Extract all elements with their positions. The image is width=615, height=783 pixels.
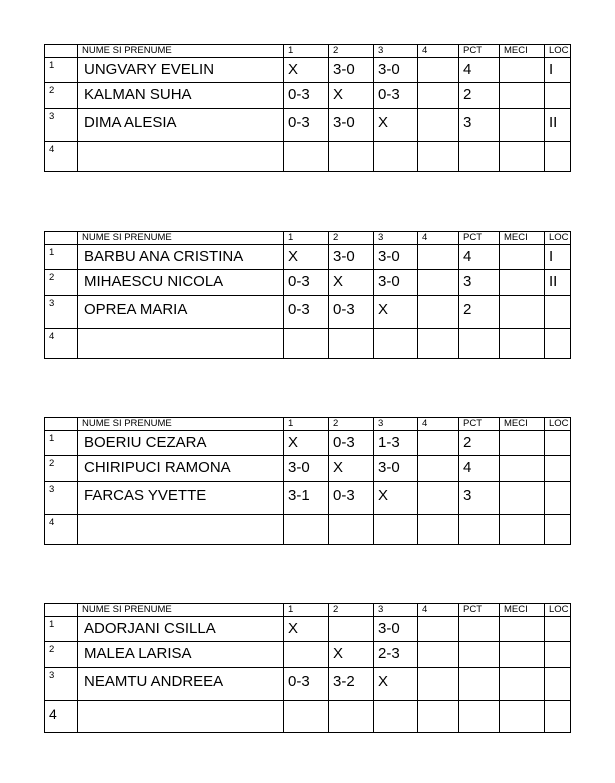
match-3-cell: 3-0 <box>374 617 418 642</box>
match-1-cell: 3-1 <box>284 482 329 515</box>
header-2: 2 <box>329 418 374 431</box>
loc-cell <box>545 642 571 668</box>
meci-cell <box>500 668 545 701</box>
header-4: 4 <box>418 604 459 617</box>
table-row <box>45 270 571 296</box>
header-loc: LOC <box>545 232 571 245</box>
row-index: 3 <box>45 109 78 142</box>
match-3-cell <box>374 701 418 733</box>
match-2-cell: 3-2 <box>329 668 374 701</box>
points-cell: 4 <box>459 245 500 270</box>
match-1-cell: X <box>284 58 329 83</box>
match-4-cell <box>418 270 459 296</box>
match-3-cell: 2-3 <box>374 642 418 668</box>
table-row <box>45 515 571 545</box>
name-cell: DIMA ALESIA <box>78 109 284 142</box>
header-4: 4 <box>418 418 459 431</box>
match-4-cell <box>418 668 459 701</box>
name-cell: MALEA LARISA <box>78 642 284 668</box>
header-4: 4 <box>418 232 459 245</box>
table-row <box>45 245 571 270</box>
match-1-cell: X <box>284 245 329 270</box>
header-index <box>45 45 78 58</box>
meci-cell <box>500 296 545 329</box>
row-index: 1 <box>45 245 78 270</box>
name-cell: OPREA MARIA <box>78 296 284 329</box>
match-3-cell <box>374 515 418 545</box>
header-3: 3 <box>374 604 418 617</box>
match-2-cell: 0-3 <box>329 482 374 515</box>
name-cell: ADORJANI CSILLA <box>78 617 284 642</box>
row-index: 4 <box>45 515 78 545</box>
name-cell: NEAMTU ANDREEA <box>78 668 284 701</box>
name-cell: BARBU ANA CRISTINA <box>78 245 284 270</box>
match-4-cell <box>418 431 459 456</box>
match-3-cell <box>374 329 418 359</box>
loc-cell <box>545 617 571 642</box>
match-4-cell <box>418 329 459 359</box>
header-loc: LOC <box>545 45 571 58</box>
match-2-cell: 3-0 <box>329 245 374 270</box>
loc-cell <box>545 142 571 172</box>
header-name: NUME SI PRENUME <box>78 604 284 617</box>
header-pct: PCT <box>459 45 500 58</box>
table-header-row <box>45 232 571 245</box>
table-row <box>45 456 571 482</box>
table-header-row <box>45 418 571 431</box>
meci-cell <box>500 617 545 642</box>
match-2-cell <box>329 701 374 733</box>
match-1-cell: X <box>284 617 329 642</box>
meci-cell <box>500 701 545 733</box>
table-row <box>45 329 571 359</box>
meci-cell <box>500 329 545 359</box>
meci-cell <box>500 109 545 142</box>
row-index: 4 <box>45 701 78 733</box>
match-1-cell <box>284 701 329 733</box>
name-cell <box>78 701 284 733</box>
match-1-cell: 0-3 <box>284 109 329 142</box>
name-cell: KALMAN SUHA <box>78 83 284 109</box>
points-cell <box>459 515 500 545</box>
table-row <box>45 617 571 642</box>
meci-cell <box>500 270 545 296</box>
match-3-cell: X <box>374 296 418 329</box>
table-row <box>45 482 571 515</box>
row-index: 3 <box>45 668 78 701</box>
header-3: 3 <box>374 232 418 245</box>
points-cell <box>459 642 500 668</box>
header-name: NUME SI PRENUME <box>78 232 284 245</box>
points-cell: 4 <box>459 58 500 83</box>
table-row <box>45 109 571 142</box>
group-table-1 <box>44 44 571 172</box>
match-4-cell <box>418 515 459 545</box>
table-row <box>45 142 571 172</box>
points-cell <box>459 701 500 733</box>
match-2-cell <box>329 515 374 545</box>
header-loc: LOC <box>545 418 571 431</box>
header-1: 1 <box>284 418 329 431</box>
header-name: NUME SI PRENUME <box>78 45 284 58</box>
points-cell <box>459 142 500 172</box>
loc-cell <box>545 329 571 359</box>
match-4-cell <box>418 142 459 172</box>
points-cell: 2 <box>459 83 500 109</box>
row-index: 2 <box>45 456 78 482</box>
match-3-cell: 3-0 <box>374 58 418 83</box>
loc-cell <box>545 668 571 701</box>
table-header-row <box>45 45 571 58</box>
points-cell: 4 <box>459 456 500 482</box>
header-meci: MECI <box>500 45 545 58</box>
name-cell: MIHAESCU NICOLA <box>78 270 284 296</box>
table-row <box>45 58 571 83</box>
group-table-4 <box>44 603 571 733</box>
match-1-cell <box>284 329 329 359</box>
name-cell <box>78 515 284 545</box>
name-cell <box>78 329 284 359</box>
header-pct: PCT <box>459 604 500 617</box>
points-cell: 2 <box>459 431 500 456</box>
match-3-cell: 3-0 <box>374 245 418 270</box>
name-cell: CHIRIPUCI RAMONA <box>78 456 284 482</box>
header-2: 2 <box>329 45 374 58</box>
match-2-cell <box>329 329 374 359</box>
match-3-cell: 1-3 <box>374 431 418 456</box>
header-4: 4 <box>418 45 459 58</box>
row-index: 2 <box>45 83 78 109</box>
row-index: 3 <box>45 296 78 329</box>
match-4-cell <box>418 296 459 329</box>
match-2-cell <box>329 142 374 172</box>
match-4-cell <box>418 701 459 733</box>
match-1-cell: 0-3 <box>284 296 329 329</box>
match-2-cell: X <box>329 456 374 482</box>
match-4-cell <box>418 456 459 482</box>
match-2-cell: X <box>329 270 374 296</box>
match-1-cell: 0-3 <box>284 270 329 296</box>
header-meci: MECI <box>500 232 545 245</box>
table-row <box>45 296 571 329</box>
meci-cell <box>500 456 545 482</box>
header-1: 1 <box>284 604 329 617</box>
row-index: 3 <box>45 482 78 515</box>
name-cell: UNGVARY EVELIN <box>78 58 284 83</box>
loc-cell <box>545 456 571 482</box>
row-index: 4 <box>45 142 78 172</box>
match-1-cell <box>284 515 329 545</box>
header-3: 3 <box>374 418 418 431</box>
loc-cell <box>545 296 571 329</box>
name-cell: BOERIU CEZARA <box>78 431 284 456</box>
loc-cell <box>545 515 571 545</box>
header-3: 3 <box>374 45 418 58</box>
points-cell: 3 <box>459 109 500 142</box>
loc-cell <box>545 482 571 515</box>
meci-cell <box>500 482 545 515</box>
match-4-cell <box>418 58 459 83</box>
loc-cell: I <box>545 245 571 270</box>
table-row <box>45 668 571 701</box>
table-row <box>45 642 571 668</box>
row-index: 2 <box>45 270 78 296</box>
header-2: 2 <box>329 232 374 245</box>
match-1-cell <box>284 142 329 172</box>
match-2-cell: 0-3 <box>329 431 374 456</box>
points-cell: 2 <box>459 296 500 329</box>
name-cell: FARCAS YVETTE <box>78 482 284 515</box>
meci-cell <box>500 58 545 83</box>
meci-cell <box>500 83 545 109</box>
match-3-cell: 0-3 <box>374 83 418 109</box>
loc-cell: II <box>545 270 571 296</box>
name-cell <box>78 142 284 172</box>
row-index: 1 <box>45 617 78 642</box>
match-2-cell: X <box>329 642 374 668</box>
row-index: 1 <box>45 431 78 456</box>
match-4-cell <box>418 109 459 142</box>
row-index: 1 <box>45 58 78 83</box>
header-1: 1 <box>284 45 329 58</box>
points-cell <box>459 617 500 642</box>
match-1-cell: 3-0 <box>284 456 329 482</box>
table-row <box>45 83 571 109</box>
points-cell: 3 <box>459 270 500 296</box>
header-1: 1 <box>284 232 329 245</box>
match-1-cell: 0-3 <box>284 668 329 701</box>
loc-cell: II <box>545 109 571 142</box>
loc-cell <box>545 83 571 109</box>
match-3-cell: 3-0 <box>374 456 418 482</box>
row-index: 4 <box>45 329 78 359</box>
meci-cell <box>500 245 545 270</box>
match-2-cell <box>329 617 374 642</box>
match-4-cell <box>418 83 459 109</box>
match-1-cell: X <box>284 431 329 456</box>
meci-cell <box>500 515 545 545</box>
match-3-cell: 3-0 <box>374 270 418 296</box>
header-2: 2 <box>329 604 374 617</box>
header-meci: MECI <box>500 418 545 431</box>
match-4-cell <box>418 642 459 668</box>
row-index: 2 <box>45 642 78 668</box>
meci-cell <box>500 431 545 456</box>
header-loc: LOC <box>545 604 571 617</box>
points-cell <box>459 329 500 359</box>
points-cell <box>459 668 500 701</box>
header-meci: MECI <box>500 604 545 617</box>
header-index <box>45 418 78 431</box>
match-1-cell: 0-3 <box>284 83 329 109</box>
match-3-cell: X <box>374 668 418 701</box>
match-4-cell <box>418 617 459 642</box>
match-4-cell <box>418 245 459 270</box>
header-index <box>45 604 78 617</box>
match-3-cell <box>374 142 418 172</box>
header-index <box>45 232 78 245</box>
table-header-row <box>45 604 571 617</box>
header-name: NUME SI PRENUME <box>78 418 284 431</box>
meci-cell <box>500 142 545 172</box>
match-2-cell: X <box>329 83 374 109</box>
match-2-cell: 3-0 <box>329 58 374 83</box>
table-row <box>45 431 571 456</box>
group-table-2 <box>44 231 571 359</box>
group-table-3 <box>44 417 571 545</box>
loc-cell: I <box>545 58 571 83</box>
match-3-cell: X <box>374 109 418 142</box>
points-cell: 3 <box>459 482 500 515</box>
match-2-cell: 3-0 <box>329 109 374 142</box>
loc-cell <box>545 701 571 733</box>
match-3-cell: X <box>374 482 418 515</box>
table-row <box>45 701 571 733</box>
header-pct: PCT <box>459 232 500 245</box>
match-4-cell <box>418 482 459 515</box>
match-2-cell: 0-3 <box>329 296 374 329</box>
loc-cell <box>545 431 571 456</box>
header-pct: PCT <box>459 418 500 431</box>
meci-cell <box>500 642 545 668</box>
match-1-cell <box>284 642 329 668</box>
